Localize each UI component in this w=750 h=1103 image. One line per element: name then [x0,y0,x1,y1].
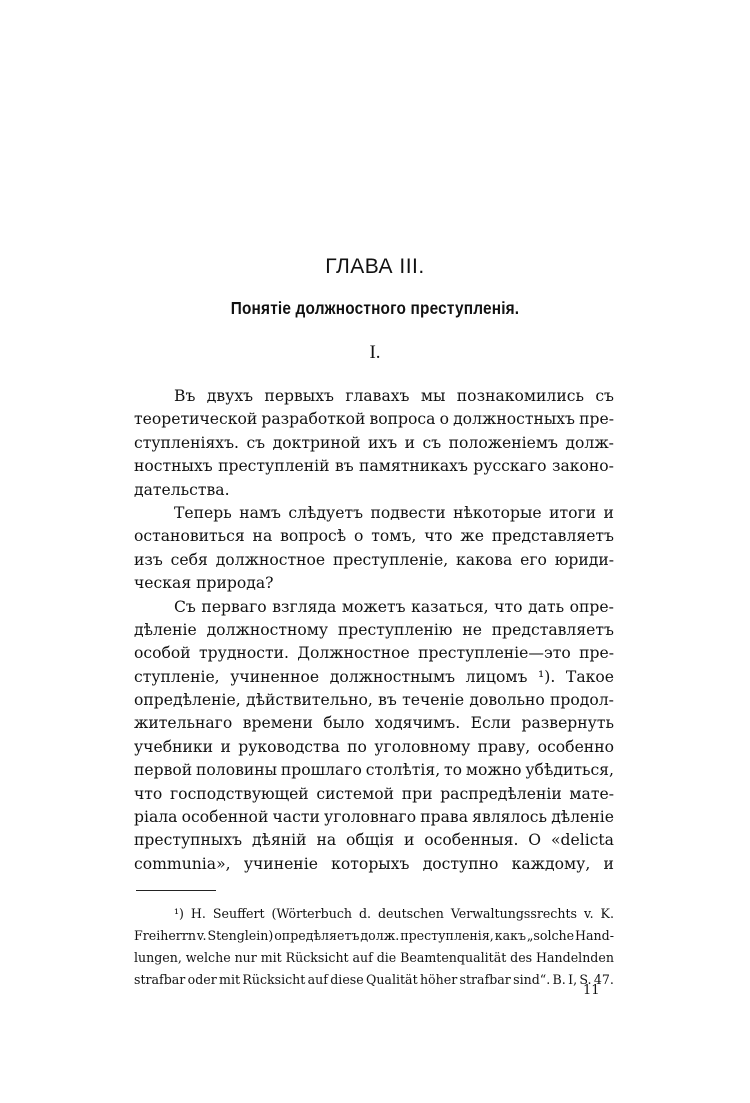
word: изъ [134,550,163,569]
word: H. [190,906,206,921]
word: дѣленіе [134,620,197,639]
word: что [424,527,453,546]
word: въ [334,457,354,476]
word: особой [134,644,191,663]
word: природа? [196,574,274,593]
word: уголовному [374,737,471,756]
word: mit [260,950,282,965]
word: „solche [526,928,575,943]
word: намъ [239,503,281,522]
word: русскаго [473,457,547,476]
word: руководства [238,737,340,756]
word: что [134,784,163,803]
word: особенныя. [424,831,519,850]
word: что [494,597,523,616]
word: die [376,950,397,965]
word: sind“. [513,972,551,987]
word: системой [316,784,395,803]
word: и [404,831,415,850]
word: преступленій [218,457,330,476]
word: должностнымъ [329,667,456,686]
word: ступленіе, [134,667,220,686]
body-line [134,385,614,408]
word: I, [568,972,578,987]
word: главахъ [345,387,410,405]
word: половины [196,761,278,780]
word: первыхъ [264,387,334,405]
word: части [272,808,320,827]
word: памятникахъ [359,457,468,476]
word: lungen, [134,950,182,965]
word: на [316,831,337,850]
word: нѣкоторые [453,503,542,522]
word: на [252,527,273,546]
word: доступно [422,854,499,873]
word: strafbar [459,972,511,987]
word: Qualität [366,972,418,987]
word: 47. [593,972,614,987]
word: остановиться [134,527,245,546]
word: особенно [537,737,614,756]
word: oder [187,972,217,987]
word: можетъ [341,597,406,616]
word: ходячимъ. [374,714,461,733]
footnote [134,903,614,991]
word: и [220,737,231,756]
word: продол- [550,691,614,710]
word: ихъ [368,433,398,452]
word: О [528,831,542,850]
word: преступленіе, [332,550,449,569]
word: развернуть [521,714,614,733]
word: и [603,854,614,873]
body-line [134,525,614,548]
word: то [444,761,463,780]
body-line [134,736,614,759]
body-line [134,502,614,525]
word: его [520,550,547,569]
body-line [134,642,614,665]
word: Должностное [297,644,410,663]
body-text [134,385,614,876]
word: Verwaltungssrechts [450,906,577,921]
page-number: 11 [583,983,600,998]
word: Rücksicht [242,972,306,987]
word: v. [583,906,594,921]
word: праву, [477,737,531,756]
body-line [134,783,614,806]
word: Если [470,714,512,733]
word: себя [170,550,208,569]
word: дать [528,597,565,616]
word: которыхъ [331,854,410,873]
word: и [404,433,415,452]
body-line [134,829,614,852]
word: теоретической [134,410,258,429]
word: auf [352,950,373,965]
word: представляетъ [491,620,614,639]
word: распредѣленіи [440,784,562,803]
body-line [134,432,614,455]
word: «delicta [550,831,614,850]
word: при [401,784,433,803]
word: положеніемъ [448,433,558,452]
word: долж- [565,433,614,452]
word: дательства. [134,480,230,499]
word: права [420,808,468,827]
word: mit [219,972,241,987]
word: преступленію [337,620,453,639]
body-line [134,619,614,642]
word: мате- [569,784,614,803]
word: двухъ [206,387,254,405]
body-line [134,806,614,829]
word: жительнаго [134,714,233,733]
footnote-line [134,947,614,969]
word: учебники [134,737,214,756]
body-line [134,759,614,782]
footnote-line [134,969,614,991]
word: учиненіе [243,854,318,873]
word: о [439,410,449,429]
word: довольно [469,691,545,710]
word: подвести [370,503,446,522]
word: пре- [579,644,614,663]
word: юриди- [554,550,614,569]
word: ¹) [174,906,184,921]
word: должностныхъ [453,410,575,429]
word: nur [234,950,257,965]
body-line [134,549,614,572]
word: v. [196,928,207,943]
word: Seuffert [212,906,265,921]
word: представляетъ [491,527,614,546]
word: Stenglein) [207,928,274,943]
word: какова [456,550,513,569]
word: B. [552,972,566,987]
word: Hand- [575,928,614,943]
footnote-separator [136,890,216,891]
word: Rücksicht [285,950,349,965]
word: welche [185,950,231,965]
word: лицомъ [465,667,528,686]
word: теченіе [402,691,465,710]
word: höher [419,972,458,987]
word: вопроса [369,410,436,429]
word: съ [246,433,266,452]
word: Handelnden [536,950,614,965]
word: первой [134,761,193,780]
word: вопросѣ [280,527,347,546]
body-line [134,666,614,689]
word: Freiherrn [134,928,196,943]
section-number: I. [369,342,381,363]
word: Теперь [174,503,232,522]
body-line [134,408,614,431]
word: законо- [551,457,614,476]
word: Съ [174,597,196,616]
word: взгляда [272,597,337,616]
body-line [134,479,614,502]
word: communia», [134,854,231,873]
word: столѣтія, [365,761,441,780]
word: общія [346,831,395,850]
word: можно [465,761,522,780]
chapter-heading: ГЛАВА III. [325,255,425,278]
word: времени [242,714,313,733]
word: каждому, [511,854,591,873]
word: разработкой [261,410,366,429]
word: въ [378,691,397,710]
word: пре- [579,410,614,429]
word: какъ [494,928,526,943]
word: дѣленіе [551,808,614,827]
word: съ [595,387,614,405]
word: казаться, [411,597,489,616]
word: доктриной [272,433,361,452]
body-line [134,596,614,619]
word: должностное [215,550,326,569]
word: K. [600,906,614,921]
word: diese [330,972,364,987]
word: долж. [360,928,400,943]
word: прошлаго [280,761,362,780]
word: было [323,714,365,733]
word: томъ, [371,527,417,546]
body-line [134,712,614,735]
word: слѣдуетъ [288,503,363,522]
word: трудности. [199,644,289,663]
chapter-title: Понятіе должностного преступленія. [230,298,520,318]
word: S. [579,972,592,987]
word: являлось [472,808,548,827]
word: съ [422,433,442,452]
word: убѣдиться, [525,761,614,780]
word: des [510,950,533,965]
word: Beamtenqualität [400,950,507,965]
word: особенной [181,808,269,827]
word: ¹). [538,667,556,686]
word: Такое [565,667,614,686]
word: d. [358,906,372,921]
word: о [354,527,364,546]
word: преступныхъ [134,831,243,850]
word: auf [307,972,328,987]
word: Въ [174,387,196,405]
word: преступленіе—это [418,644,571,663]
word: deutschen [377,906,444,921]
body-line [134,689,614,712]
word: познакомились [456,387,584,405]
body-line [134,455,614,478]
body-line [134,572,614,595]
word: опре- [569,597,614,616]
word: и [603,503,614,522]
word: перваго [201,597,267,616]
word: не [462,620,482,639]
body-line [134,853,614,876]
word: опредѣляетъ [274,928,360,943]
word: по [347,737,367,756]
word: strafbar [134,972,186,987]
word: ріала [134,808,178,827]
word: господствующей [170,784,309,803]
footnote-line [134,925,614,947]
word: дѣйствительно, [245,691,373,710]
word: дѣяній [251,831,307,850]
word: итоги [549,503,597,522]
word: ностныхъ [134,457,213,476]
word: ческая [134,574,197,593]
word: мы [420,387,446,405]
word: ступленіяхъ. [134,433,239,452]
word: учиненное [230,667,320,686]
footnote-line [134,903,614,925]
word: же [460,527,484,546]
word: опредѣленіе, [134,691,241,710]
word: уголовнаго [324,808,417,827]
word: должностному [206,620,329,639]
word: преступленія, [400,928,494,943]
word: (Wörterbuch [271,906,352,921]
